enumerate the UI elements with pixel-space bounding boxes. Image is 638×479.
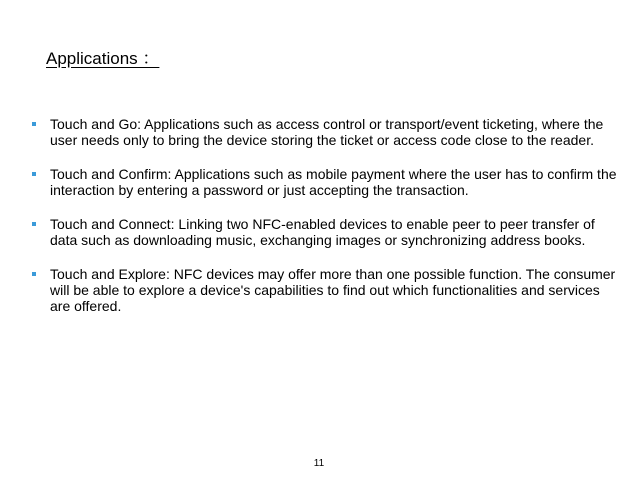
bullet-list xyxy=(32,116,622,332)
page-number: 11 xyxy=(313,458,325,469)
bullet-marker-icon xyxy=(32,122,36,126)
bullet-text: Touch and Explore: NFC devices may offer more than one possible function. The consumer will be able to explore a device's capabilities to find out which functionalities and services are offered. xyxy=(50,266,616,314)
bullet-item xyxy=(32,116,622,148)
slide-title: Applications ： xyxy=(46,49,160,68)
bullet-text: Touch and Go: Applications such as access control or transport/event ticketing, where the user needs only to bring the device storing the ticket or access code close to the reader. xyxy=(50,116,604,148)
bullet-item xyxy=(32,166,622,198)
bullet-text: Touch and Confirm: Applications such as mobile payment where the user has to confirm the interaction by entering a password or just accepting the transaction. xyxy=(50,166,617,198)
bullet-text: Touch and Connect: Linking two NFC-enabled devices to enable peer to peer transfer of data such as downloading music, exchanging images or synchronizing address books. xyxy=(50,216,595,248)
bullet-marker-icon xyxy=(32,272,36,276)
bullet-item xyxy=(32,266,622,314)
bullet-marker-icon xyxy=(32,222,36,226)
bullet-marker-icon xyxy=(32,172,36,176)
bullet-item xyxy=(32,216,622,248)
